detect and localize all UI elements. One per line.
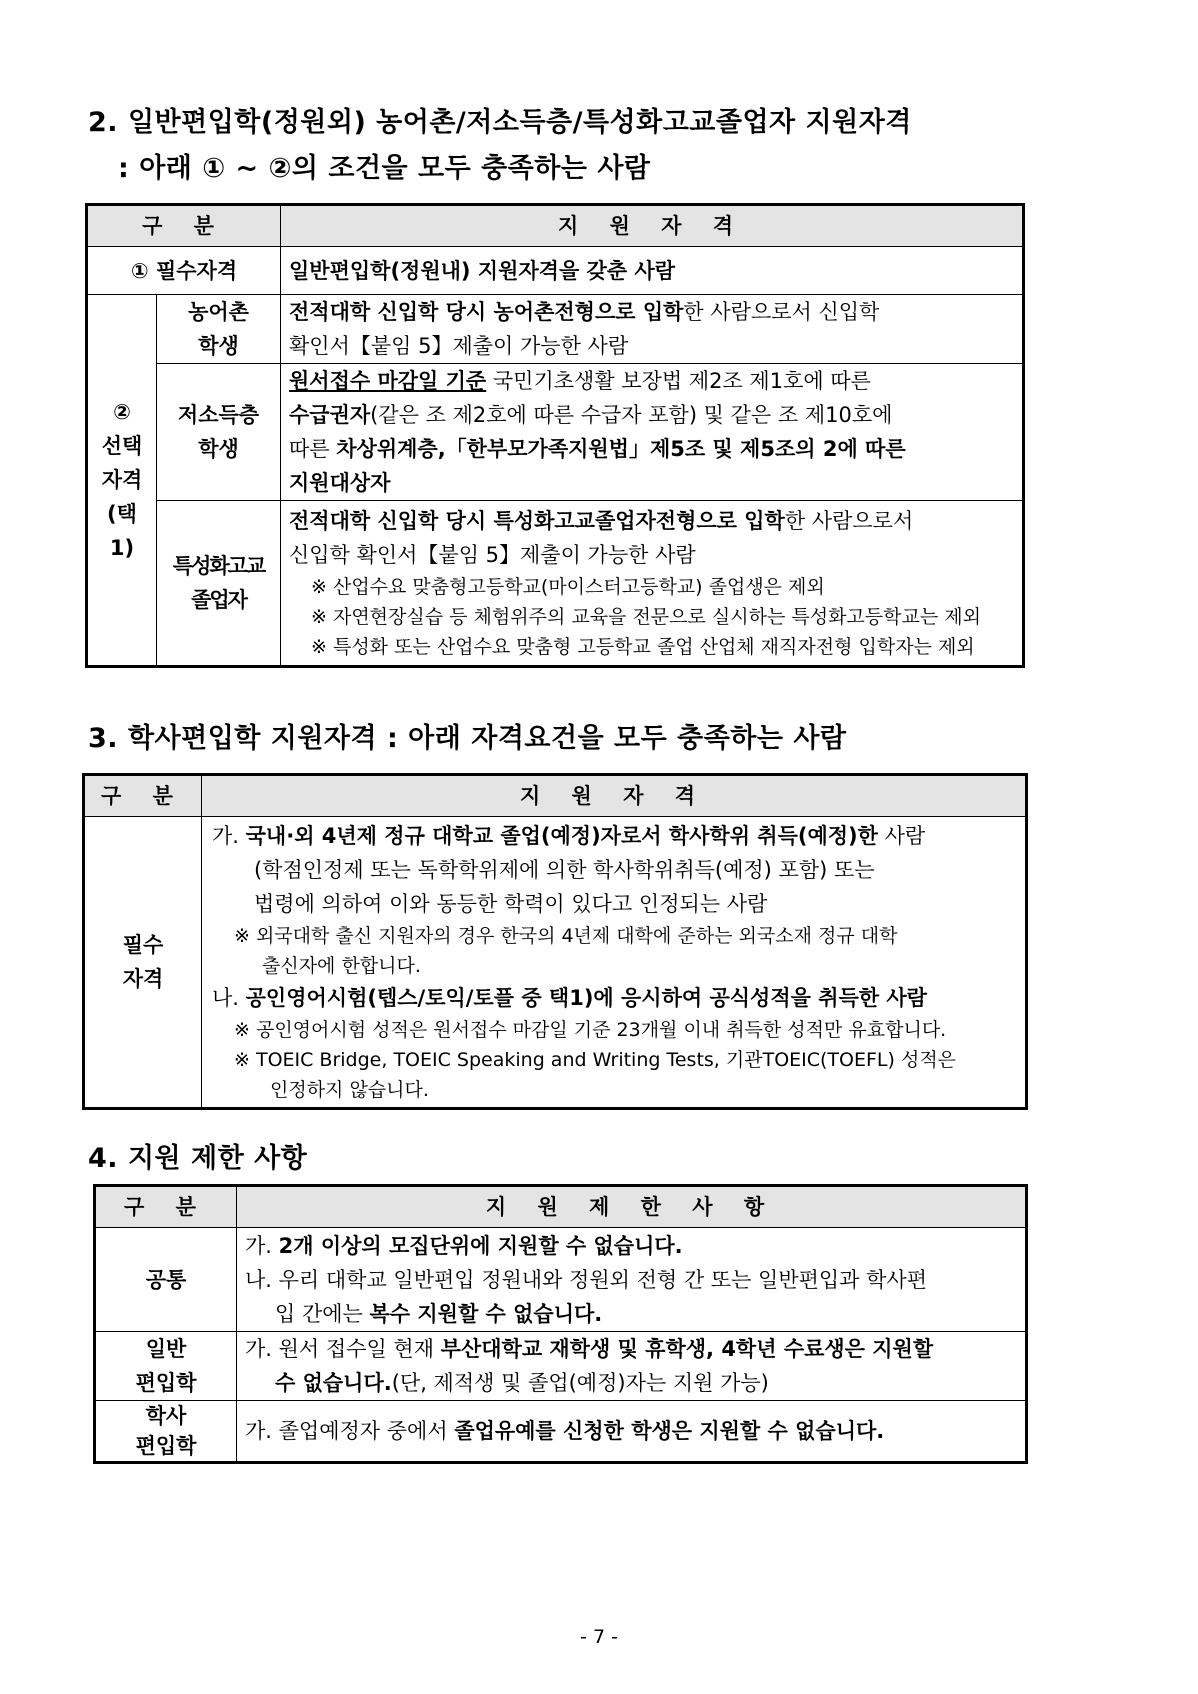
header-qualification: 지 원 자 격 <box>281 205 1024 247</box>
vocational-note: ※ 특성화 또는 산업수요 맞춤형 고등학교 졸업 산업체 재직자전형 입학자는 제외 <box>311 636 975 658</box>
vocational-text: 전적대학 신입학 당시 특성화고교졸업자전형으로 입학한 사람으로서 신입학 확인서【붙임 5】제출이 가능한 사람 ※ 산업수요 맞춤형고등학교(마이스터고등학교) 졸업생은 제외 ※ 자연현장실습 등 체험위주의 교육을 전문으로 실시하는 특성화고등학교는 제외 ※ 특성화 또는 산업수요 맞춤형 고등학교 졸업 산업체 재직자전형 입학자는 제외 <box>281 501 1024 667</box>
rural-label: 농어촌 학생 <box>157 295 281 364</box>
section-3-title: 3. 학사편입학 지원자격 : 아래 자격요건을 모두 충족하는 사람 <box>88 723 847 754</box>
note: ※ 외국대학 출신 지원자의 경우 한국의 4년제 대학에 준하는 외국소재 정규 대학 <box>234 925 898 947</box>
section-2-subtitle: : 아래 ① ~ ②의 조건을 모두 충족하는 사람 <box>118 153 651 184</box>
general-transfer-text: 가. 원서 접수일 현재 부산대학교 재학생 및 휴학생, 4학년 수료생은 지원할 수 없습니다.(단, 제적생 및 졸업(예정)자는 지원 가능) <box>237 1332 1027 1401</box>
header-category: 구 분 <box>84 775 202 817</box>
header-restriction: 지 원 제 한 사 항 <box>237 1186 1027 1228</box>
choice-label: ② 선택 자격 (택1) <box>87 295 157 667</box>
common-text: 가. 2개 이상의 모집단위에 지원할 수 없습니다. 나. 우리 대학교 일반편입 정원내와 정원외 전형 간 또는 일반편입과 학사편 입 간에는 복수 지원할 수 없습니다. <box>237 1228 1027 1332</box>
page-number: - 7 - <box>580 1626 618 1648</box>
required-label: 필수 자격 <box>84 817 202 1109</box>
header-category: 구 분 <box>87 205 281 247</box>
required-label: ① 필수자격 <box>87 247 281 295</box>
low-income-label: 저소득층 학생 <box>157 364 281 501</box>
vocational-note: ※ 산업수요 맞춤형고등학교(마이스터고등학교) 졸업생은 제외 <box>311 576 825 598</box>
note: 인정하지 않습니다. <box>270 1079 429 1101</box>
vocational-note: ※ 자연현장실습 등 체험위주의 교육을 전문으로 실시하는 특성화고등학교는 제외 <box>311 606 981 628</box>
bachelor-transfer-text: 가. 졸업예정자 중에서 졸업유예를 신청한 학생은 지원할 수 없습니다. <box>237 1401 1027 1463</box>
section-4-table <box>93 1184 1028 1464</box>
common-label: 공통 <box>95 1228 237 1332</box>
section-2-title: 2. 일반편입학(정원외) 농어촌/저소득층/특성화고교졸업자 지원자격 <box>88 107 912 138</box>
rural-text: 전적대학 신입학 당시 농어촌전형으로 입학한 사람으로서 신입학 확인서【붙임 5】제출이 가능한 사람 <box>281 295 1024 364</box>
vocational-label: 특성화고교 졸업자 <box>157 501 281 667</box>
note: ※ TOEIC Bridge, TOEIC Speaking and Writing Tests, 기관TOEIC(TOEFL) 성적은 <box>234 1049 957 1071</box>
general-transfer-label: 일반 편입학 <box>95 1332 237 1401</box>
low-income-text: 원서접수 마감일 기준 국민기초생활 보장법 제2조 제1호에 따른 수급권자(같은 조 제2호에 따른 수급자 포함) 및 같은 조 제10호에 따른 차상위계층,「한부모가족지원법」제5조 및 제5조의 2에 따른 지원대상자 <box>281 364 1024 501</box>
header-qualification: 지 원 자 격 <box>202 775 1027 817</box>
note: ※ 공인영어시험 성적은 원서접수 마감일 기준 23개월 이내 취득한 성적만 유효합니다. <box>234 1019 947 1041</box>
bachelor-transfer-label: 학사 편입학 <box>95 1401 237 1463</box>
section-4-title: 4. 지원 제한 사항 <box>88 1143 308 1174</box>
note: 출신자에 한합니다. <box>262 955 421 977</box>
bachelor-qualification-text: 가. 국내·외 4년제 정규 대학교 졸업(예정)자로서 학사학위 취득(예정)한 사람 (학점인정제 또는 독학학위제에 의한 학사학위취득(예정) 포함) 또는 법령에 의하여 이와 동등한 학력이 있다고 인정되는 사람 ※ 외국대학 출신 지원자의 경우 한국의 4년제 대학에 준하는 외국소재 정규 대학 출신자에 한합니다. 나. 공인영어시험(텝스/토익/토플 중 택1)에 응시하여 공식성적을 취득한 사람 ※ 공인영어시험 성적은 원서접수 마감일 기준 23개월 이내 취득한 성적만 유효합니다. ※ TOEIC Bridge, TOEIC Speaking and Writing Tests, 기관TOEIC(TOEFL) 성적은 인정하지 않습니다. <box>202 817 1027 1109</box>
section-3-table <box>82 773 1028 1110</box>
section-2-table <box>85 203 1025 668</box>
header-category: 구 분 <box>95 1186 237 1228</box>
required-text: 일반편입학(정원내) 지원자격을 갖춘 사람 <box>281 247 1024 295</box>
